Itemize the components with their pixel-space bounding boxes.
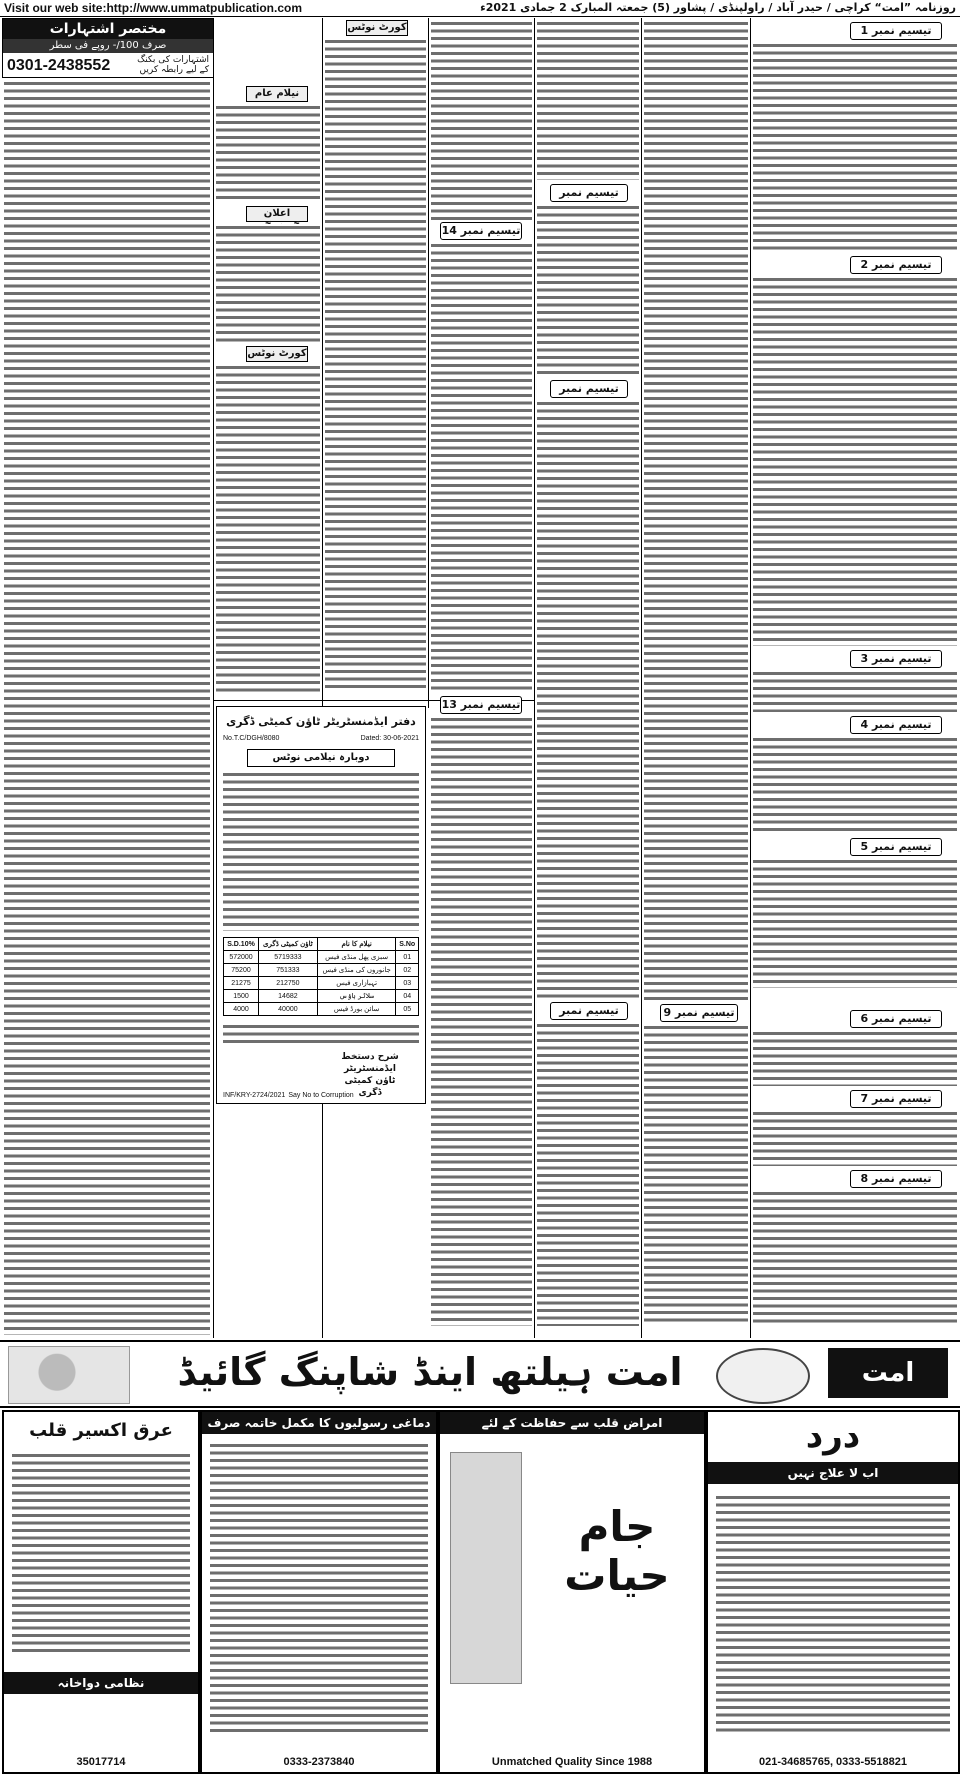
top-bar: [0, 0, 960, 17]
table-cell: 212750: [259, 977, 318, 990]
col5-text: [431, 716, 532, 1326]
ad-title: عرق اکسیر قلب: [29, 1420, 173, 1441]
table-cell: سلاٹر ہاؤس: [317, 990, 396, 1003]
heading-tasim-3: تیسیم نمبر 3: [850, 650, 942, 668]
health-shopping-banner: [0, 1340, 960, 1408]
table-row: [224, 951, 419, 964]
table-header: S.D.10%: [224, 938, 259, 951]
table-cell: سبزی پھل منڈی فیس: [317, 951, 396, 964]
col6-text-2: [537, 204, 639, 378]
table-cell: جانوروں کی منڈی فیس: [317, 964, 396, 977]
heading-tasim-4: تیسیم نمبر 4: [850, 716, 942, 734]
notice-inf-number: INF/KRY-2724/2021: [223, 1092, 286, 1099]
table-cell: 04: [396, 990, 419, 1003]
table-header: ٹاؤن کمیٹی ڈگری: [259, 938, 318, 951]
heading-tasim-8: تیسیم نمبر 8: [850, 1170, 942, 1188]
heading-tasim-5: تیسیم نمبر 5: [850, 838, 942, 856]
classified-phone: 0301-2438552: [7, 57, 111, 74]
table-cell: 751333: [259, 964, 318, 977]
website-url[interactable]: Visit our web site:http://www.ummatpublication.com: [4, 1, 303, 15]
ad-tumor-treatment: [200, 1410, 438, 1774]
col6-text-4: [537, 1022, 639, 1326]
heading-tasim-1: تیسیم نمبر 1: [850, 22, 942, 40]
col4-text-1: [431, 20, 532, 220]
signature-line: ٹاؤن کمیٹی: [344, 1076, 396, 1086]
col3-text: [325, 38, 426, 688]
ad-phone: 35017714: [76, 1756, 126, 1768]
col2-text-3: [216, 364, 320, 696]
table-cell: 40000: [259, 1003, 318, 1016]
table-cell: 21275: [224, 977, 259, 990]
ad-dard: [706, 1410, 960, 1774]
notice-date: Dated: 30-06-2021: [360, 735, 419, 742]
ad-brand: جام حیات: [564, 1502, 670, 1600]
table-cell: 14682: [259, 990, 318, 1003]
table-cell: 1500: [224, 990, 259, 1003]
court-notice-heading: کورٹ نوٹس: [246, 346, 308, 362]
col2-text-1: [216, 104, 320, 202]
heading-tasim-9: تیسیم نمبر 9: [660, 1004, 738, 1022]
table-cell: 05: [396, 1003, 419, 1016]
column-rule: [213, 18, 214, 1338]
ad-phone: 021-34685765, 0333-5518821: [758, 1756, 908, 1768]
heading-tasim-7: تیسیم نمبر 7: [850, 1090, 942, 1108]
auction-heading: نیلام عام: [246, 86, 308, 102]
col8-text-6: [753, 1030, 957, 1086]
ad-body: [12, 1452, 190, 1652]
col6-text-1: [537, 20, 639, 180]
banner-photo: [8, 1346, 130, 1404]
col8-text-3: [753, 670, 957, 712]
classified-title: مختصر اشتہارات: [3, 19, 213, 39]
ad-subtitle: اب لا علاج نہیں: [708, 1462, 958, 1484]
notice-body: [223, 771, 419, 931]
ad-body: [210, 1442, 428, 1732]
ad-title: دماغی رسولیوں کا مکمل خاتمہ صرف: [202, 1412, 436, 1434]
col2-text-2: [216, 224, 320, 342]
ad-arq-akseer: [2, 1410, 200, 1774]
heading-tasim-10: تیسیم نمبر: [550, 184, 628, 202]
heading-tasim-13: تیسیم نمبر 13: [440, 696, 522, 714]
col8-text-8: [753, 1190, 957, 1326]
heading-tasim-11: تیسیم نمبر: [550, 380, 628, 398]
ad-jaam-hayat: [438, 1410, 706, 1774]
ad-body: [716, 1494, 950, 1734]
ummat-logo: امت: [828, 1348, 948, 1398]
table-cell: 5719333: [259, 951, 318, 964]
table-cell: تہبازاری فیس: [317, 977, 396, 990]
column-rule: [428, 18, 429, 708]
signature-line: شرح دستخط: [341, 1052, 399, 1062]
lost-heading: اعلان: [246, 206, 308, 222]
banner-illustration: [716, 1348, 810, 1404]
ad-product-image: [450, 1452, 522, 1684]
banner-title: امت ہیلتھ اینڈ شاپنگ گائیڈ: [177, 1350, 683, 1394]
classified-booking: اشتہارات کی بکنگ کے لیے رابطہ کریں: [137, 55, 209, 75]
column-rule: [750, 18, 751, 1338]
column-rule: [322, 18, 323, 1338]
ad-title: امراض قلب سے حفاظت کے لئے: [440, 1412, 704, 1434]
notice-motto: Say No to Corruption: [288, 1092, 354, 1099]
col7-text-2: [644, 1024, 748, 1326]
col8-text-7: [753, 1110, 957, 1166]
table-header-row: [224, 938, 419, 951]
notice-title: دوبارہ نیلامی نوٹس: [247, 749, 395, 767]
classified-listings: [4, 80, 210, 1335]
heading-tasim-6: تیسیم نمبر 6: [850, 1010, 942, 1028]
notice-body-2: [223, 1023, 419, 1047]
table-cell: 02: [396, 964, 419, 977]
col4-text-2: [431, 242, 532, 692]
notice-ref-line: [223, 735, 419, 742]
notice-table: [223, 937, 419, 1016]
court-notice-heading-2: کورٹ نوٹس: [346, 20, 408, 36]
heading-tasim-14: تیسیم نمبر 14: [440, 222, 522, 240]
ad-phone: Unmatched Quality Since 1988: [491, 1756, 653, 1768]
table-cell: 01: [396, 951, 419, 964]
ad-phone: 0333-2373840: [283, 1756, 355, 1768]
table-row: [224, 977, 419, 990]
table-row: [224, 1003, 419, 1016]
heading-tasim-12: تیسیم نمبر: [550, 1002, 628, 1020]
col8-text-5: [753, 858, 957, 988]
ad-brand: نظامی دواخانہ: [4, 1672, 198, 1694]
auction-notice: [216, 706, 426, 1104]
classified-rate: صرف 100/- روپے فی سطر: [3, 39, 213, 53]
col6-text-3: [537, 400, 639, 1000]
table-cell: 03: [396, 977, 419, 990]
col7-text-1: [644, 20, 748, 1000]
table-header: نیلام کا نام: [317, 938, 396, 951]
table-cell: 75200: [224, 964, 259, 977]
table-row: [224, 990, 419, 1003]
table-header: S.No: [396, 938, 419, 951]
heading-tasim-2: تیسیم نمبر 2: [850, 256, 942, 274]
table-cell: سائن بورڈ فیس: [317, 1003, 396, 1016]
signature-line: ایڈمنسٹریٹر: [344, 1064, 396, 1074]
col8-text-2: [753, 276, 957, 646]
notice-office: دفتر ایڈمنسٹریٹر ٹاؤن کمیٹی ڈگری: [226, 715, 416, 728]
column-rule: [534, 18, 535, 1338]
table-cell: 572000: [224, 951, 259, 964]
col8-text-1: [753, 42, 957, 252]
dateline: روزنامہ ”امت“ کراچی / حیدر آباد / راولپنڈی / پشاور (5) جمعتہ المبارک 2 جمادی 2021ء: [480, 1, 956, 14]
ad-title: درد: [805, 1416, 861, 1456]
classified-box: [2, 18, 214, 78]
table-cell: 4000: [224, 1003, 259, 1016]
col8-text-4: [753, 736, 957, 834]
column-rule: [641, 18, 642, 1338]
table-row: [224, 964, 419, 977]
notice-ref: No.T.C/DGH/8080: [223, 735, 280, 742]
signature-line: ڈگری: [358, 1088, 382, 1098]
